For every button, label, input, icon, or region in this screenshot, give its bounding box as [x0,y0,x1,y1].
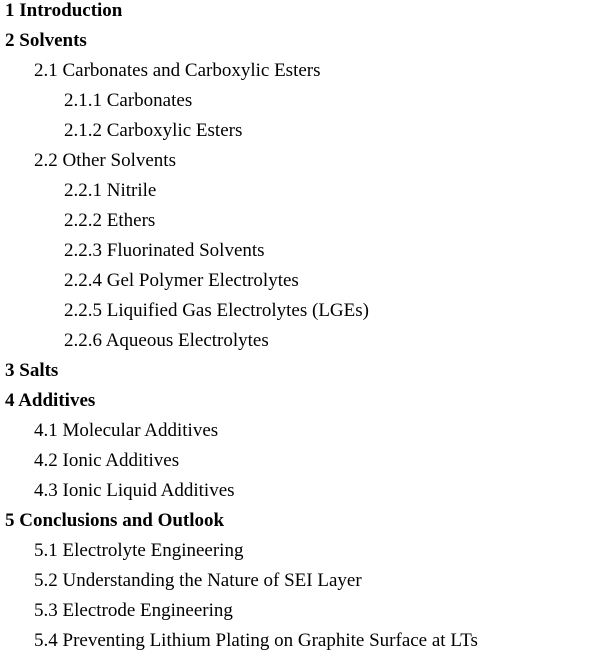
toc-entry-2-2-6-aqueous-electrolytes[interactable]: 2.2.6 Aqueous Electrolytes [64,330,269,351]
toc-entry-2-1-2-carboxylic-esters[interactable]: 2.1.2 Carboxylic Esters [64,120,243,141]
toc-entry-1-introduction[interactable]: 1 Introduction [5,0,123,21]
toc-entry-2-1-1-carbonates[interactable]: 2.1.1 Carbonates [64,90,193,111]
toc-entry-2-1-carbonates-and-carboxylic-esters[interactable]: 2.1 Carbonates and Carboxylic Esters [34,60,321,81]
toc-entry-4-2-ionic-additives[interactable]: 4.2 Ionic Additives [34,450,180,471]
toc-entry-2-2-1-nitrile[interactable]: 2.2.1 Nitrile [64,180,157,201]
toc-entry-2-2-4-gel-polymer-electrolytes[interactable]: 2.2.4 Gel Polymer Electrolytes [64,270,299,291]
toc-entry-2-2-2-ethers[interactable]: 2.2.2 Ethers [64,210,156,231]
toc-entry-2-2-3-fluorinated-solvents[interactable]: 2.2.3 Fluorinated Solvents [64,240,265,261]
toc-entry-5-1-electrolyte-engineering[interactable]: 5.1 Electrolyte Engineering [34,540,244,561]
toc-entry-4-3-ionic-liquid-additives[interactable]: 4.3 Ionic Liquid Additives [34,480,235,501]
toc-entry-5-conclusions-and-outlook[interactable]: 5 Conclusions and Outlook [5,510,225,531]
toc-entry-5-2-understanding-sei-layer[interactable]: 5.2 Understanding the Nature of SEI Layer [34,570,362,591]
toc-entry-3-salts[interactable]: 3 Salts [5,360,59,381]
toc-entry-2-2-other-solvents[interactable]: 2.2 Other Solvents [34,150,176,171]
toc-entry-5-4-preventing-lithium-plating[interactable]: 5.4 Preventing Lithium Plating on Graphite Surface at LTs [34,630,478,651]
toc-entry-2-solvents[interactable]: 2 Solvents [5,30,87,51]
toc-entry-4-1-molecular-additives[interactable]: 4.1 Molecular Additives [34,420,219,441]
toc-entry-5-3-electrode-engineering[interactable]: 5.3 Electrode Engineering [34,600,233,621]
toc-entry-4-additives[interactable]: 4 Additives [5,390,96,411]
toc-entry-2-2-5-liquified-gas-electrolytes[interactable]: 2.2.5 Liquified Gas Electrolytes (LGEs) [64,300,369,321]
